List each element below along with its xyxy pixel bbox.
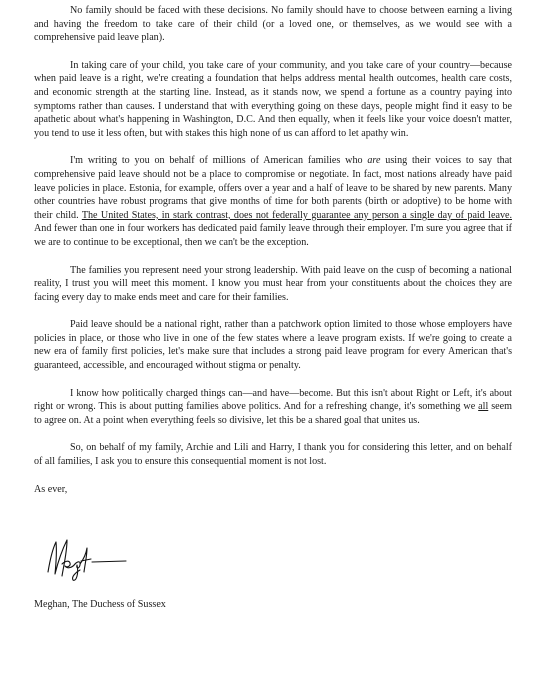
paragraph-6-part-a: I know how politically charged things can—and have—become. But this isn't about Right or Left, it's about right or wrong. This is about putting families above politics. And for a refreshing change, it's something we <box>34 387 512 413</box>
paragraph-3-emphasis: are <box>367 155 381 167</box>
paragraph-7: So, on behalf of my family, Archie and Lili and Harry, I thank you for considering this letter, and on behalf of all families, I ask you to ensure this consequential moment is not lost. <box>34 442 512 468</box>
handwritten-signature <box>34 534 144 584</box>
paragraph-1: No family should be faced with these decisions. No family should have to choose between earning a living and having the freedom to take care of their child (or a loved one, or themselves, as we would see with a comprehensive paid leave plan). <box>34 5 512 44</box>
paragraph-3 <box>34 154 512 249</box>
paragraph-3-part-b: using their voices to say that comprehensive paid leave should not be a place to compromise or negotiate. In fact, most nations already have paid leave policies in place. Estonia, for example, offers over a year and a half of leave to be shared by new parents. Many other countries have robust programs that give months of time for both parents (birth or adoptive) to be home with their child. <box>34 155 512 221</box>
paragraph-3-underlined: The United States, in stark contrast, does not federally guarantee any person a single day of paid leave. <box>81 209 512 221</box>
paragraph-3-part-a: I'm writing to you on behalf of millions of American families who <box>70 155 368 167</box>
letter-body <box>34 4 512 496</box>
paragraph-6 <box>34 387 512 428</box>
paragraph-3-part-c: And fewer than one in four workers has dedicated paid family leave through their employer. I'm sure you agree that if we are to continue to be exceptional, then we can't be the exception. <box>34 223 512 248</box>
paragraph-6-part-b: seem to agree on. At a point when everything feels so divisive, let this be a shared goal that unites us. <box>34 401 512 426</box>
signature-name: Meghan, The Duchess of Sussex <box>34 599 166 610</box>
closing-salutation: As ever, <box>34 483 68 495</box>
paragraph-2: In taking care of your child, you take care of your community, and you take care of your country—because when paid leave is a right, we're creating a foundation that helps address mental health outcomes, health care costs, and economic strength at the starting line. Instead, as it stands now, we spend a fortune as a country paying into symptoms rather than causes. I understand that with everything going on these days, people might find it easy to be apathetic about what's happening in Washington, D.C. And then equally, when it feels like your voice doesn't matter, you tend to use it less often, but with stakes this high none of us can afford to let apathy win. <box>34 59 512 139</box>
paragraph-4: The families you represent need your strong leadership. With paid leave on the cusp of becoming a national reality, I trust you will meet this moment. I know you must hear from your constituents about the choices they are facing every day to make ends meet and care for their families. <box>34 264 512 303</box>
paragraph-5: Paid leave should be a national right, rather than a patchwork option limited to those whose employers have policies in place, or those who live in one of the few states where a leave program exists. If we're going to create a new era of family first policies, let's make sure that includes a strong paid leave program for every American that's guaranteed, accessible, and encouraged without stigma or penalty. <box>34 319 512 372</box>
paragraph-6-underlined: all <box>478 401 489 413</box>
